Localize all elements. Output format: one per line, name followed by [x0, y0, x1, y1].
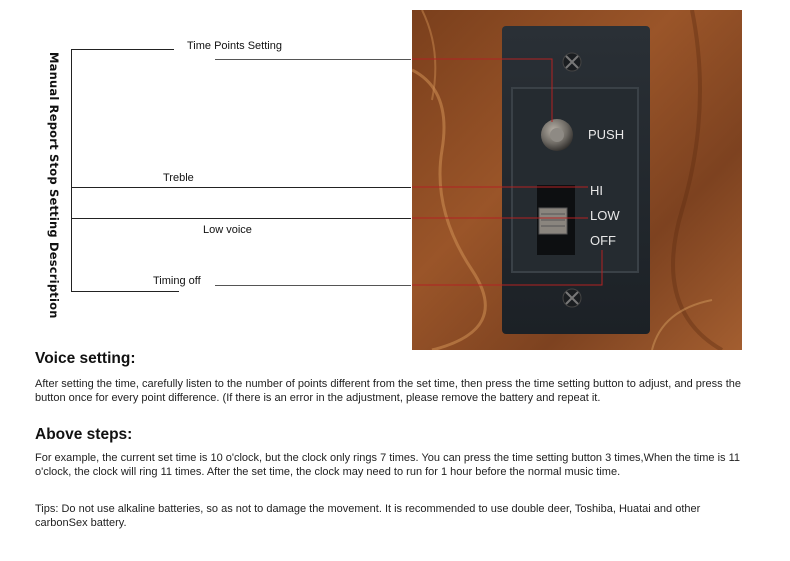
top-screw-icon [563, 53, 581, 71]
panel-label-off: OFF [590, 233, 616, 248]
slide-switch-knob [539, 208, 567, 234]
callout-label-treble: Treble [163, 172, 194, 184]
bracket-vertical-line [71, 49, 72, 291]
panel-label-push: PUSH [588, 127, 625, 142]
tips-body: Tips: Do not use alkaline batteries, so as not to damage the movement. It is recommended to use double deer, Toshiba, Huatai and other carbonSex battery. [35, 503, 701, 529]
diagram-vertical-title: Manual Report Stop Setting Description [47, 52, 61, 319]
callout-label-time-points: Time Points Setting [187, 40, 282, 52]
above-steps-heading: Above steps: [35, 426, 133, 443]
callout-label-timing-off: Timing off [153, 275, 201, 287]
voice-setting-body: After setting the time, carefully listen to the number of points different from the set time, then press the time setting button to adjust, and press the button once for every point difference. (If there is an error in the adjustment, please remove the battery and repeat it. [35, 378, 742, 404]
leader-time-points [215, 59, 411, 60]
bracket-tick-treble [71, 187, 411, 188]
switch-panel-photo [412, 10, 742, 350]
bracket-tick-timing-off [71, 291, 179, 292]
panel-label-hi: HI [590, 183, 603, 198]
leader-timing-off [215, 285, 411, 286]
voice-setting-heading: Voice setting: [35, 350, 136, 367]
bracket-tick-low-voice [71, 218, 411, 219]
bottom-screw-icon [563, 289, 581, 307]
panel-label-low: LOW [590, 208, 620, 223]
above-steps-body: For example, the current set time is 10 o'clock, but the clock only rings 7 times. You can press the time setting button 3 times,When the time is 11 o'clock, the clock will ring 11 times. After the set time, the clock may need to run for 1 hour before the normal music time. [35, 452, 741, 478]
callout-label-low-voice: Low voice [203, 224, 252, 236]
bracket-tick-time-points [71, 49, 174, 50]
push-knob-icon [541, 119, 573, 151]
